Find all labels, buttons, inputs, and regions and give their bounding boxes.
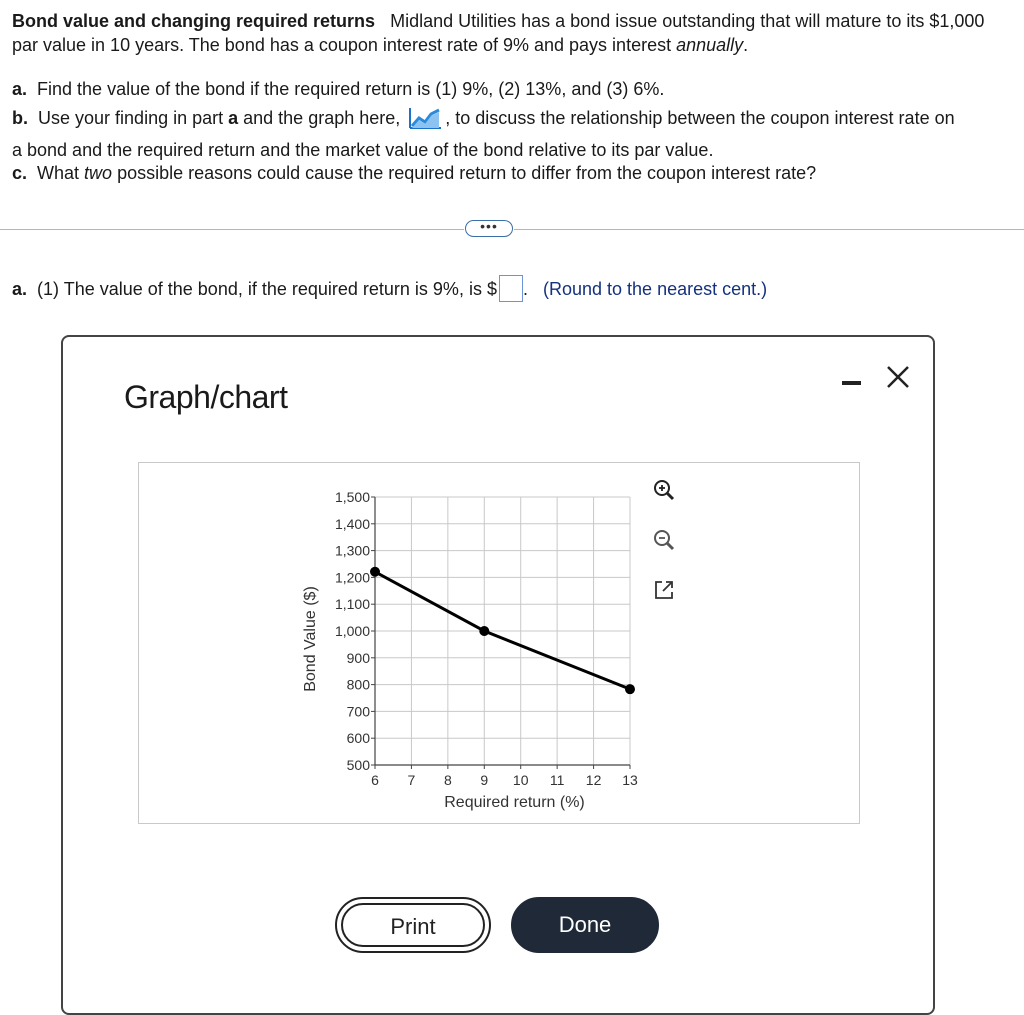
print-button[interactable]: [335, 897, 491, 953]
part-a: [12, 77, 664, 101]
x-tick-label: 8: [443, 772, 452, 788]
part-c-label: c.: [12, 163, 28, 183]
x-tick-label: 12: [585, 772, 602, 788]
bond-value-chart: [139, 463, 859, 823]
zoom-in-icon[interactable]: [651, 477, 677, 503]
expand-button[interactable]: •••: [465, 220, 513, 237]
close-x-icon[interactable]: [883, 362, 913, 392]
part-b-line2: a bond and the required return and the market value of the bond relative to its par value.: [12, 140, 714, 160]
part-b-mid: and the graph here,: [238, 108, 401, 128]
y-tick-label: 1,000: [334, 623, 370, 639]
y-tick-label: 700: [346, 703, 370, 720]
data-point: [625, 684, 635, 694]
data-point: [370, 567, 380, 577]
y-tick-label: 1,400: [334, 515, 370, 532]
y-axis-label: Bond Value ($): [302, 586, 319, 692]
part-c: [12, 161, 816, 185]
zoom-out-icon[interactable]: [651, 527, 677, 553]
x-axis-label: Required return (%): [444, 794, 585, 811]
series-line: [375, 572, 630, 689]
x-tick-label: 7: [407, 772, 416, 788]
answer-input[interactable]: [499, 275, 523, 302]
y-tick-label: 500: [346, 757, 370, 773]
x-tick-label: 6: [371, 772, 379, 788]
done-button[interactable]: Done: [511, 897, 659, 953]
part-a-text: Find the value of the bond if the required return is (1) 9%, (2) 13%, and (3) 6%.: [37, 79, 665, 99]
y-tick-label: 600: [346, 730, 370, 747]
divider: [0, 229, 464, 230]
answer-text: (1) The value of the bond, if the required return is 9%, is $: [37, 279, 497, 299]
part-b: [12, 106, 955, 130]
y-tick-label: 1,300: [334, 542, 370, 559]
y-tick-label: 1,200: [334, 569, 370, 586]
x-tick-label: 9: [480, 772, 489, 788]
question-intro: [12, 9, 1012, 57]
part-a-label: a.: [12, 79, 28, 99]
dialog-title: Graph/chart: [124, 379, 288, 415]
graph-link-icon[interactable]: [407, 106, 443, 130]
question-title: Bond value and changing required returns: [12, 11, 376, 31]
y-tick-label: 1,100: [334, 596, 370, 613]
part-c-emphasis: two: [84, 163, 113, 183]
data-point: [479, 626, 489, 636]
part-b-bold: a: [228, 108, 239, 128]
answer-line: [12, 275, 767, 302]
part-b-pre: Use your finding in part: [38, 108, 229, 128]
question-intro-end: .: [743, 35, 749, 55]
graph-dialog: [61, 335, 935, 1015]
y-tick-label: 900: [346, 649, 370, 666]
open-new-window-icon[interactable]: [651, 577, 677, 603]
part-c-pre: What: [37, 163, 85, 183]
y-tick-label: 1,500: [334, 489, 370, 505]
y-tick-label: 800: [346, 676, 370, 693]
part-b-post: , to discuss the relationship between the coupon interest rate on: [445, 108, 955, 128]
rounding-hint: (Round to the nearest cent.): [543, 279, 768, 299]
divider: [514, 229, 1024, 230]
question-intro-text: Midland Utilities has a bond issue outstanding that will mature to its $1,000 par value in 10 years. The bond has a coupon interest rate of 9% and pays interest: [12, 11, 985, 55]
part-c-post: possible reasons could cause the required return to differ from the coupon interest rate?: [112, 163, 817, 183]
chart-frame: [138, 462, 860, 824]
print-button-label: Print: [341, 903, 485, 947]
answer-suffix: .: [522, 279, 528, 299]
x-tick-label: 10: [512, 772, 529, 788]
question-intro-emphasis: annually: [676, 35, 744, 55]
x-tick-label: 13: [622, 772, 638, 788]
answer-part-label: a.: [12, 279, 28, 299]
x-tick-label: 11: [549, 772, 565, 788]
minimize-icon[interactable]: [841, 371, 863, 393]
part-b-label: b.: [12, 108, 28, 128]
